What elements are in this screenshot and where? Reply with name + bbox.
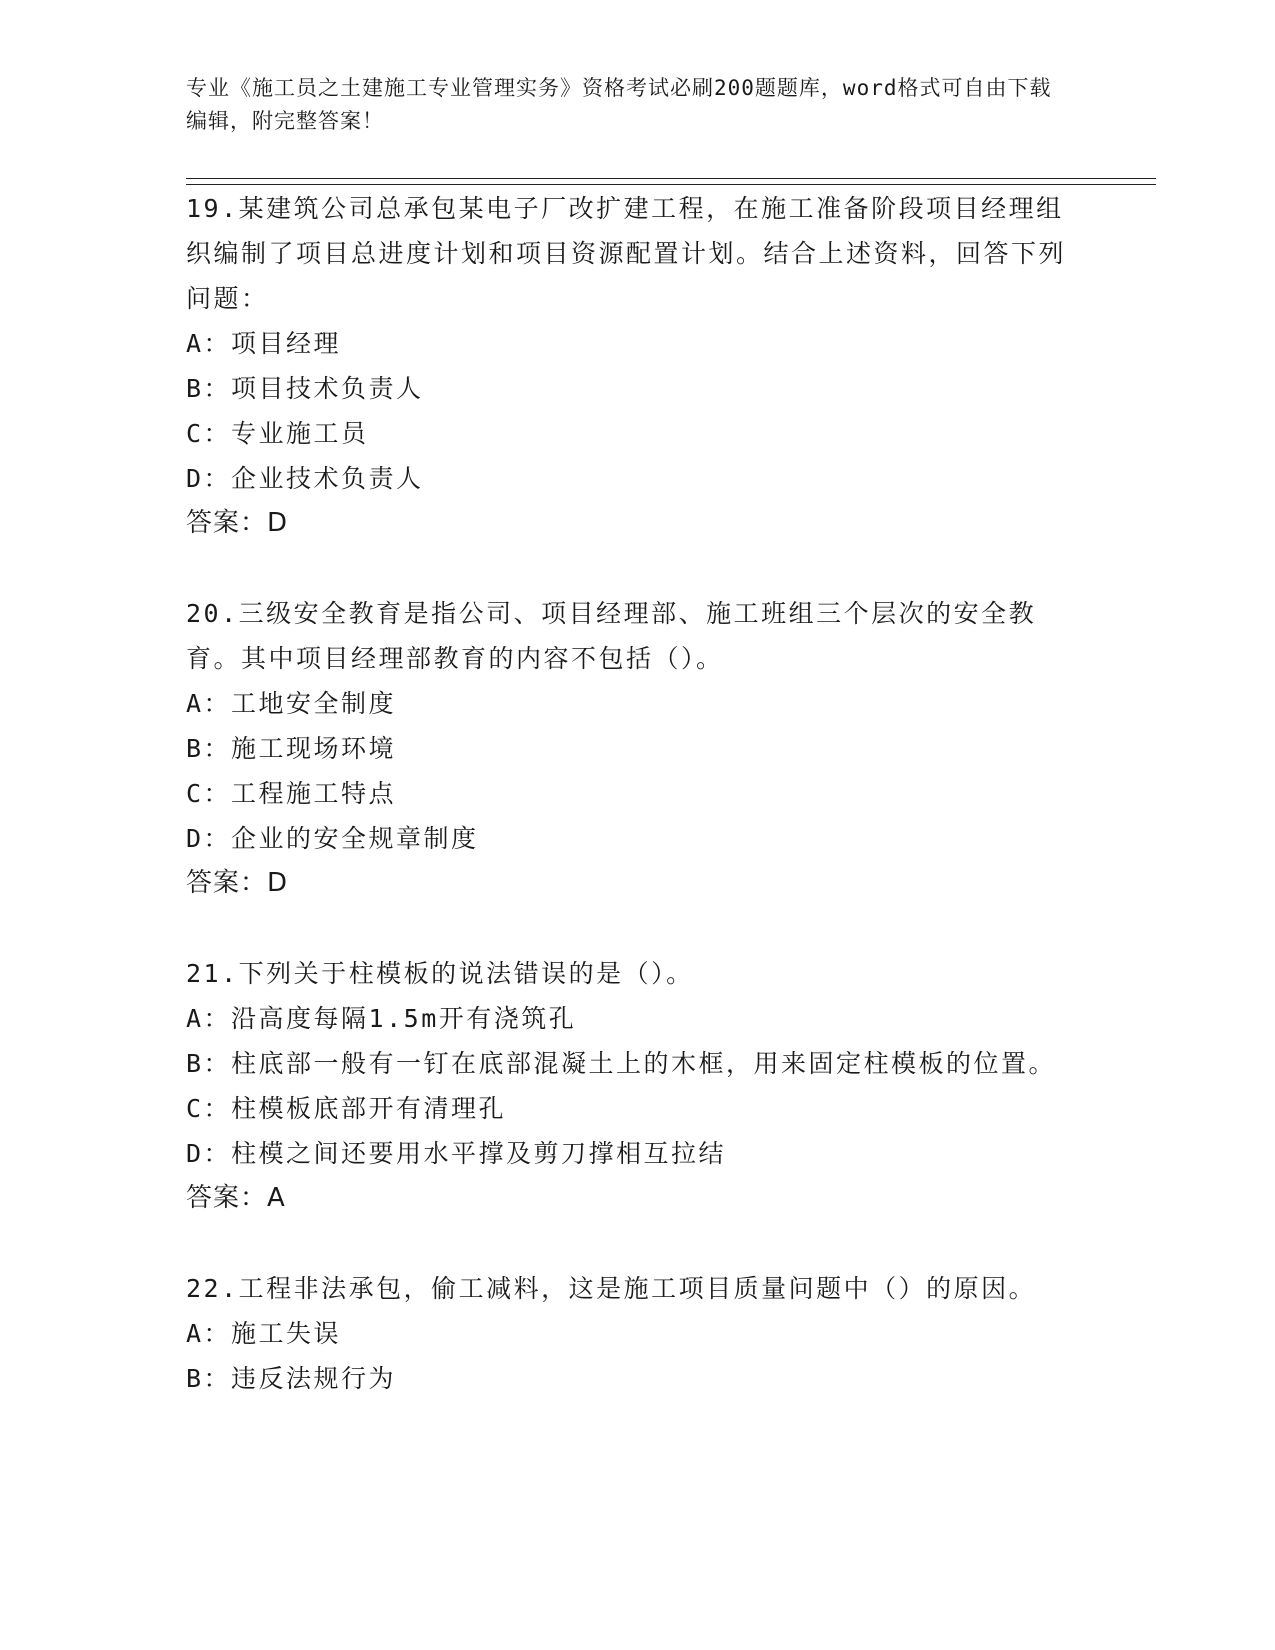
option-c: C：柱模板底部开有清理孔 <box>186 1094 507 1123</box>
option-b: B：施工现场环境 <box>186 734 397 763</box>
option-c: C：专业施工员 <box>186 419 369 448</box>
question-stem: 19.某建筑公司总承包某电子厂改扩建工程，在施工准备阶段项目经理组织编制了项目总进度计划和项目资源配置计划。结合上述资料，回答下列问题： <box>186 194 1067 313</box>
option-a: A：项目经理 <box>186 329 342 358</box>
spacer <box>186 546 1086 591</box>
question-stem: 20.三级安全教育是指公司、项目经理部、施工班组三个层次的安全教育。其中项目经理部教育的内容不包括（）。 <box>186 599 1037 673</box>
question-21 <box>186 951 1086 1221</box>
option-a: A：沿高度每隔1.5m开有浇筑孔 <box>186 1004 577 1033</box>
document-header: 专业《施工员之土建施工专业管理实务》资格考试必刷200题题库，word格式可自由下载编辑，附完整答案！ <box>186 76 1052 133</box>
question-19 <box>186 186 1086 546</box>
option-d: D：企业的安全规章制度 <box>186 824 479 853</box>
question-20 <box>186 591 1086 906</box>
option-b: B：违反法规行为 <box>186 1364 397 1393</box>
option-b: B：项目技术负责人 <box>186 374 424 403</box>
spacer <box>186 906 1086 951</box>
answer-line: 答案：A <box>186 1183 286 1213</box>
question-stem: 22.工程非法承包，偷工减料，这是施工项目质量问题中（）的原因。 <box>186 1274 1037 1303</box>
spacer <box>186 1221 1086 1266</box>
option-d: D：柱模之间还要用水平撑及剪刀撑相互拉结 <box>186 1139 727 1168</box>
question-22 <box>186 1266 1086 1401</box>
option-b: B：柱底部一般有一钉在底部混凝土上的木框，用来固定柱模板的位置。 <box>186 1049 1057 1078</box>
answer-line: 答案：D <box>186 508 289 538</box>
option-a: A：工地安全制度 <box>186 689 397 718</box>
header-divider <box>186 178 1156 185</box>
answer-line: 答案：D <box>186 868 289 898</box>
option-d: D：企业技术负责人 <box>186 464 424 493</box>
option-a: A：施工失误 <box>186 1319 342 1348</box>
question-stem: 21.下列关于柱模板的说法错误的是（）。 <box>186 959 694 988</box>
option-c: C：工程施工特点 <box>186 779 397 808</box>
question-list <box>186 186 1086 1401</box>
